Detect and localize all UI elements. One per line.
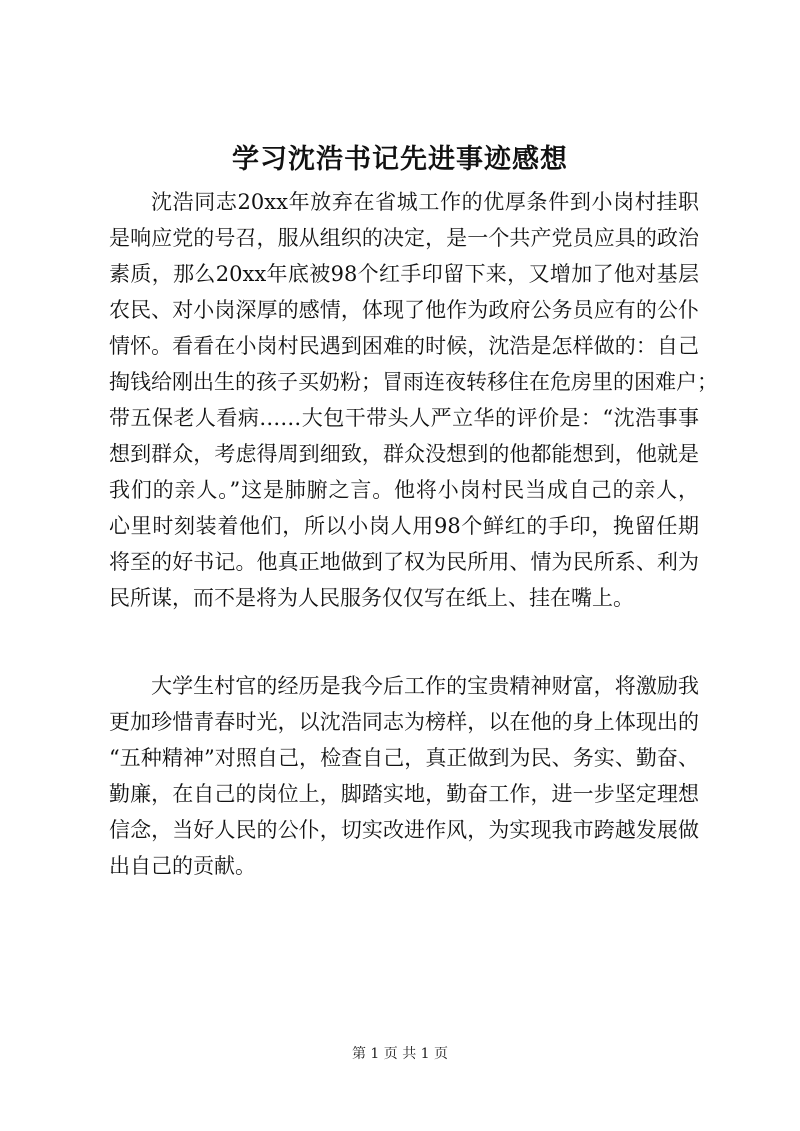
paragraph-line: 心里时刻装着他们，所以小岗人用98个鲜红的手印，挽留任期	[109, 514, 699, 538]
paragraph-line: 想到群众，考虑得周到细致，群众没想到的他都能想到，他就是	[109, 442, 699, 466]
paragraph-1	[109, 184, 718, 616]
paragraph-line: 农民、对小岗深厚的感情，体现了他作为政府公务员应有的公仆	[109, 298, 699, 322]
paragraph-line: 将至的好书记。他真正地做到了权为民所用、情为民所系、利为	[109, 550, 699, 574]
paragraph-line: 信念，当好人民的公仆，切实改进作风，为实现我市跨越发展做	[109, 818, 699, 842]
paragraph-line: 素质，那么20xx年底被98个红手印留下来，又增加了他对基层	[109, 262, 699, 286]
paragraph-line: 民所谋，而不是将为人民服务仅仅写在纸上、挂在嘴上。	[109, 586, 634, 610]
paragraph-line: 情怀。看看在小岗村民遇到困难的时候，沈浩是怎样做的：自己	[109, 334, 699, 358]
paragraph-line: 我们的亲人。”这是肺腑之言。他将小岗村民当成自己的亲人，	[109, 478, 699, 502]
paragraph-line: 掏钱给刚出生的孩子买奶粉；冒雨连夜转移住在危房里的困难户；	[109, 370, 718, 394]
paragraph-line: 带五保老人看病……大包干带头人严立华的评价是：“沈浩事事	[109, 406, 699, 430]
paragraph-line: 勤廉，在自己的岗位上，脚踏实地，勤奋工作，进一步坚定理想	[109, 782, 699, 806]
paragraph-line: 更加珍惜青春时光，以沈浩同志为榜样，以在他的身上体现出的	[109, 710, 699, 734]
paragraph-line: 沈浩同志20xx年放弃在省城工作的优厚条件到小岗村挂职	[151, 190, 699, 214]
document-title: 学习沈浩书记先进事迹感想	[232, 144, 568, 175]
page-number-footer: 第 1 页 共 1 页	[351, 1046, 449, 1062]
paragraph-line: “五种精神”对照自己，检查自己，真正做到为民、务实、勤奋、	[109, 746, 699, 770]
paragraph-line: 是响应党的号召，服从组织的决定，是一个共产党员应具的政治	[109, 226, 699, 250]
paragraph-line: 大学生村官的经历是我今后工作的宝贵精神财富，将激励我	[151, 674, 699, 698]
paragraph-line: 出自己的贡献。	[109, 854, 256, 878]
paragraph-2	[109, 668, 699, 884]
